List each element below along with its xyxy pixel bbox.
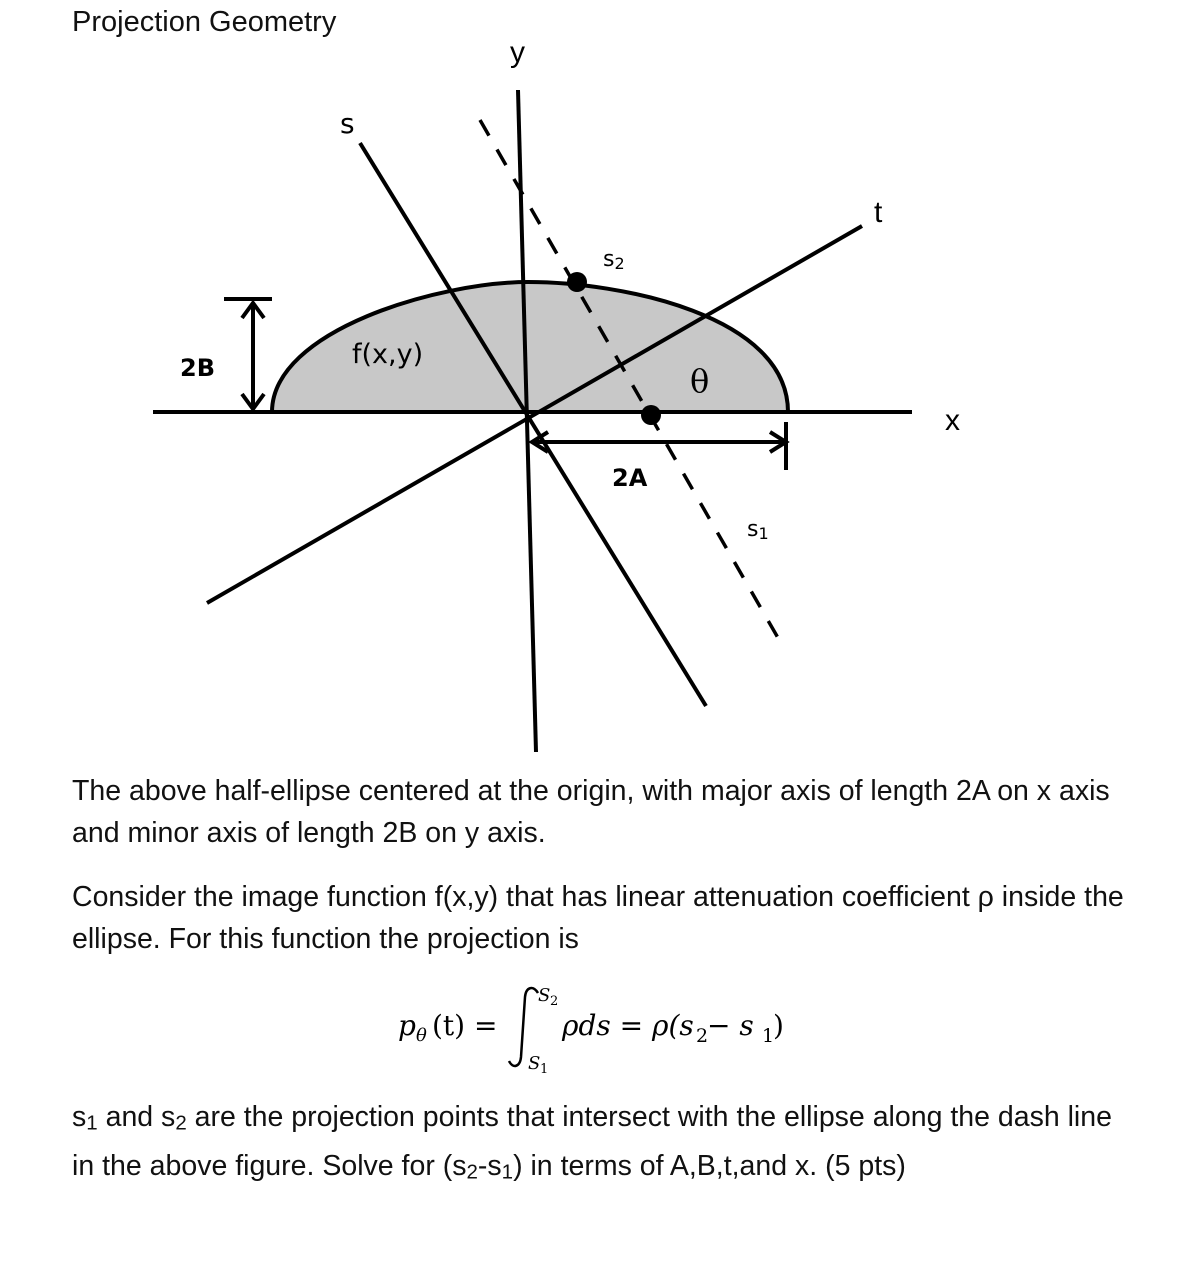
paragraph-image-function: Consider the image function f(x,y) that has linear attenuation coefficient ρ inside the ellipse. For this function the projection is <box>72 881 1124 955</box>
s2-point <box>567 272 587 292</box>
x-axis-label: x <box>945 404 960 437</box>
equation-integrand: ρds = ρ(s <box>562 1009 694 1042</box>
equation-end-sub: 1 <box>762 1025 775 1047</box>
t-axis-label: t <box>874 196 883 229</box>
y-axis-label: y <box>510 36 525 69</box>
projection-equation <box>0 975 1179 1075</box>
question-sub-2: 2 <box>175 1111 187 1135</box>
s1-point <box>641 405 661 425</box>
equation-upper-limit: S <box>538 985 551 1006</box>
equation-close: ) <box>773 1009 784 1042</box>
equation-lower-limit: S <box>528 1053 541 1074</box>
question-text-d: -s <box>477 1149 502 1182</box>
theta-label: θ <box>690 362 710 400</box>
question-sub-2b: 2 <box>466 1160 478 1184</box>
equation-lhs-theta: θ <box>416 1025 427 1046</box>
question-sub-1: 1 <box>86 1111 98 1135</box>
half-ellipse <box>272 282 788 412</box>
question-sub-1b: 1 <box>501 1160 514 1184</box>
page-title: Projection Geometry <box>72 6 337 38</box>
paragraph-question <box>72 1096 1132 1193</box>
paragraph-ellipse-description: The above half-ellipse centered at the origin, with major axis of length 2A on x axis and minor axis of length 2B on y axis. <box>72 775 1110 849</box>
equation-lower-sub: 1 <box>540 1062 549 1075</box>
question-text-a: s <box>72 1101 87 1133</box>
question-text-e: ) in terms of A,B,t,and x. (5 pts) <box>513 1149 906 1182</box>
equation-lhs-arg: (t) = <box>432 1009 498 1042</box>
equation-mid-sub: 2 <box>696 1025 709 1047</box>
question-text-b: and s <box>97 1101 176 1133</box>
equation-upper-sub: 2 <box>550 994 559 1009</box>
height-label: 2B <box>180 354 215 382</box>
width-label: 2A <box>612 464 648 492</box>
function-label: f(x,y) <box>352 339 424 370</box>
question-text-c: are the projection points that intersect with the ellipse along the dash line in the above figure. Solve for (s <box>72 1101 1112 1182</box>
s1-label: s1 <box>747 517 769 543</box>
s2-label: s2 <box>603 247 625 273</box>
equation-lhs-p: p <box>398 1009 416 1042</box>
equation-minus: − s <box>707 1009 754 1042</box>
s-axis-label: s <box>340 107 355 140</box>
